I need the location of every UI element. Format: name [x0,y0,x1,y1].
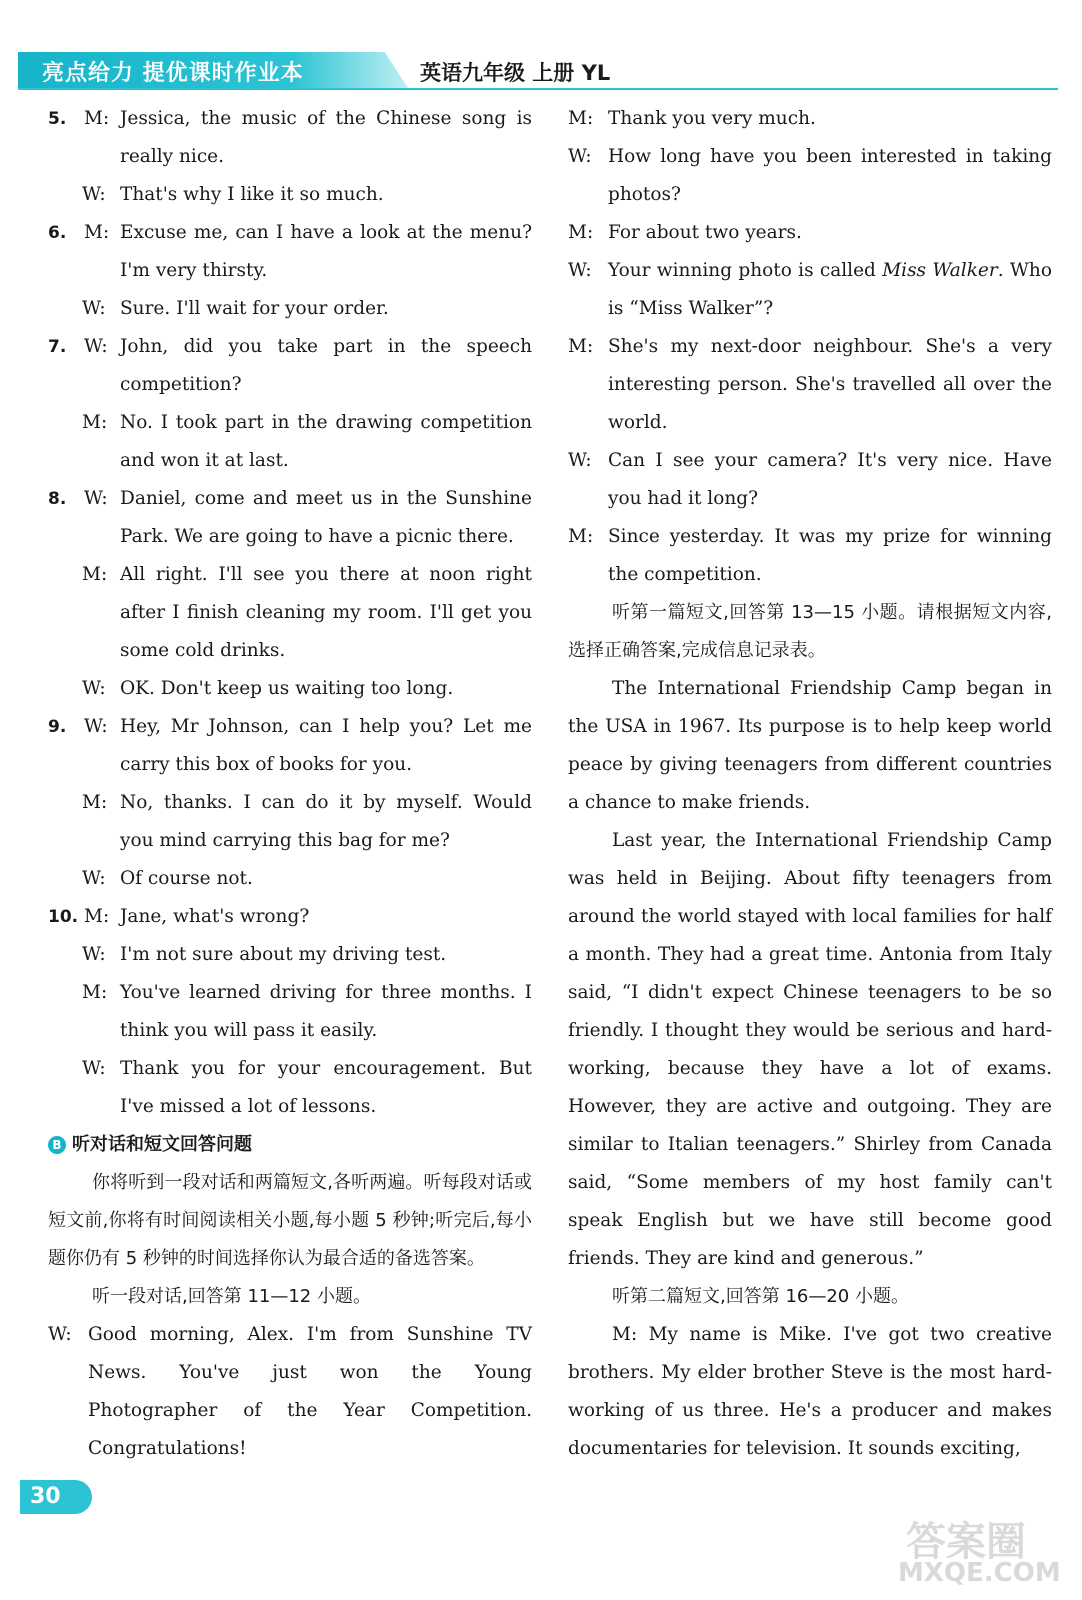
watermark-url: MXQE.COM [898,1558,1061,1588]
dialogue-line [48,1316,532,1468]
question-number: 5. [48,109,67,129]
speaker: W: [84,488,108,509]
dialogue-line [568,518,1052,594]
dialogue-line [568,100,1052,138]
speaker: M: [568,108,594,129]
dialogue-text: Since yesterday. It was my prize for winning the competition. [608,526,1052,585]
dialogue-line [568,138,1052,214]
dialogue-text: How long have you been interested in taking photos? [608,146,1052,205]
question-10 [48,898,532,936]
dialogue-line [568,442,1052,518]
header-rule [18,88,1058,90]
section-b-badge: B [48,1136,66,1154]
dialogue-text: She's my next-door neighbour. She's a very interesting person. She's travelled all over the world. [608,336,1052,433]
question-6 [48,214,532,290]
page-header [18,52,1058,92]
speaker: M: [568,336,594,357]
dialogue-line [48,784,532,860]
dialogue-text: For about two years. [608,222,802,243]
watermark-text: 答案圈 [906,1519,1026,1565]
question-number: 10. [48,907,79,927]
dialogue-text: No, thanks. I can do it by myself. Would you mind carrying this bag for me? [120,792,532,851]
speaker: M: [568,526,594,547]
passage1-paragraph: The International Friendship Camp began in the USA in 1967. Its purpose is to help keep world peace by giving teenagers from different countries a chance to make friends. [568,678,1052,813]
question-number: 6. [48,223,67,243]
speaker: W: [82,298,106,319]
speaker: W: [84,716,108,737]
speaker: W: [48,1324,72,1345]
dialogue-text: OK. Don't keep us waiting too long. [120,678,454,699]
question-number: 9. [48,717,67,737]
speaker: W: [568,146,592,167]
dialogue-text: Sure. I'll wait for your order. [120,298,389,319]
question-5 [48,100,532,176]
instructions: 你将听到一段对话和两篇短文,各听两遍。听每段对话或短文前,你将有时间阅读相关小题,每小题 5 秒钟;听完后,每小题你仍有 5 秒钟的时间选择你认为最合适的备选答案。 [48,1172,532,1269]
dialogue-line [48,404,532,480]
speaker: W: [82,944,106,965]
question-9 [48,708,532,784]
dialogue-text: Thank you for your encouragement. But I've missed a lot of lessons. [120,1058,532,1117]
speaker: W: [568,450,592,471]
dialogue-line [48,176,532,214]
question-number: 8. [48,489,67,509]
dialogue-line [48,936,532,974]
speaker: M: [82,564,108,585]
dialogue-text: Excuse me, can I have a look at the menu? I'm very thirsty. [120,222,532,281]
dialogue-text: Of course not. [120,868,253,889]
passage1-paragraph: Last year, the International Friendship Camp was held in Beijing. About fifty teenagers from around the world stayed with local families for half a month. They had a great time. Antonia from Italy said, “I didn't expect Chinese teenagers to be so friendly. I thought they would be serious and hard-working, because they have a lot of exams. However, they are active and outgoing. They are similar to Italian teenagers.” Shirley from Canada said, “Some members of my host family can't speak English but we have still become good friends. They are kind and generous.” [568,830,1052,1269]
passage2-intro: 听第二篇短文,回答第 16—20 小题。 [612,1286,909,1307]
speaker: W: [568,260,592,281]
speaker: M: [84,108,110,129]
dialogue-line [48,556,532,670]
dialogue-line [568,328,1052,442]
page-number: 30 [20,1480,92,1514]
dialogue-text: I'm not sure about my driving test. [120,944,447,965]
dialogue-line [48,290,532,328]
passage2-paragraph: M: My name is Mike. I've got two creative brothers. My elder brother Steve is the most hard-working of us three. He's a producer and makes documentaries for television. It sounds exciting, [568,1324,1052,1459]
speaker: M: [82,412,108,433]
dialogue-text: Jessica, the music of the Chinese song is really nice. [120,108,532,167]
dialogue-text: John, did you take part in the speech competition? [120,336,532,395]
dialogue-line [48,860,532,898]
speaker: W: [82,1058,106,1079]
dialogue-line [568,214,1052,252]
speaker: W: [84,336,108,357]
speaker: M: [82,792,108,813]
watermark-logo [898,1510,1061,1590]
dialogue-text: . Who is “Miss Walker”? [608,260,1052,319]
dialogue-text: Your winning photo is called [608,260,883,281]
speaker: M: [82,982,108,1003]
dialogue-line [48,670,532,708]
speaker: W: [82,868,106,889]
dialogue-text: Hey, Mr Johnson, can I help you? Let me carry this box of books for you. [120,716,532,775]
dialogue-text: You've learned driving for three months. I think you will pass it easily. [120,982,532,1041]
question-7 [48,328,532,404]
brand-title: 亮点给力 提优课时作业本 [42,61,304,86]
question-8 [48,480,532,556]
dialogue-text: Daniel, come and meet us in the Sunshine Park. We are going to have a picnic there. [120,488,532,547]
section-b-title: 听对话和短文回答问题 [72,1134,252,1155]
section-b-heading [48,1126,532,1164]
speaker: M: [568,222,594,243]
dialogue-line [48,1050,532,1126]
dialogue-line [48,974,532,1050]
dialogue-text: Jane, what's wrong? [120,906,310,927]
question-number: 7. [48,337,67,357]
speaker: M: [84,906,110,927]
subject-title: 英语九年级 上册 YL [420,61,611,85]
dialogue-text: Good morning, Alex. I'm from Sunshine TV News. You've just won the Young Photographer of the Year Competition. Congratulations! [88,1324,532,1459]
dialogue-text: All right. I'll see you there at noon right after I finish cleaning my room. I'll get you some cold drinks. [120,564,532,661]
right-column [568,100,1052,1468]
left-column [48,100,532,1468]
speaker: M: [84,222,110,243]
dialogue-text: No. I took part in the drawing competition and won it at last. [120,412,532,471]
passage1-intro: 听第一篇短文,回答第 13—15 小题。请根据短文内容,选择正确答案,完成信息记录表。 [568,602,1052,661]
dialogue-text: Thank you very much. [608,108,816,129]
dialogue-text: Can I see your camera? It's very nice. Have you had it long? [608,450,1052,509]
speaker: W: [82,184,106,205]
photo-title: Miss Walker [882,260,998,281]
speaker: W: [82,678,106,699]
dialogue-text: That's why I like it so much. [120,184,384,205]
dialogue-line [568,252,1052,328]
dialogue-intro: 听一段对话,回答第 11—12 小题。 [92,1286,371,1307]
